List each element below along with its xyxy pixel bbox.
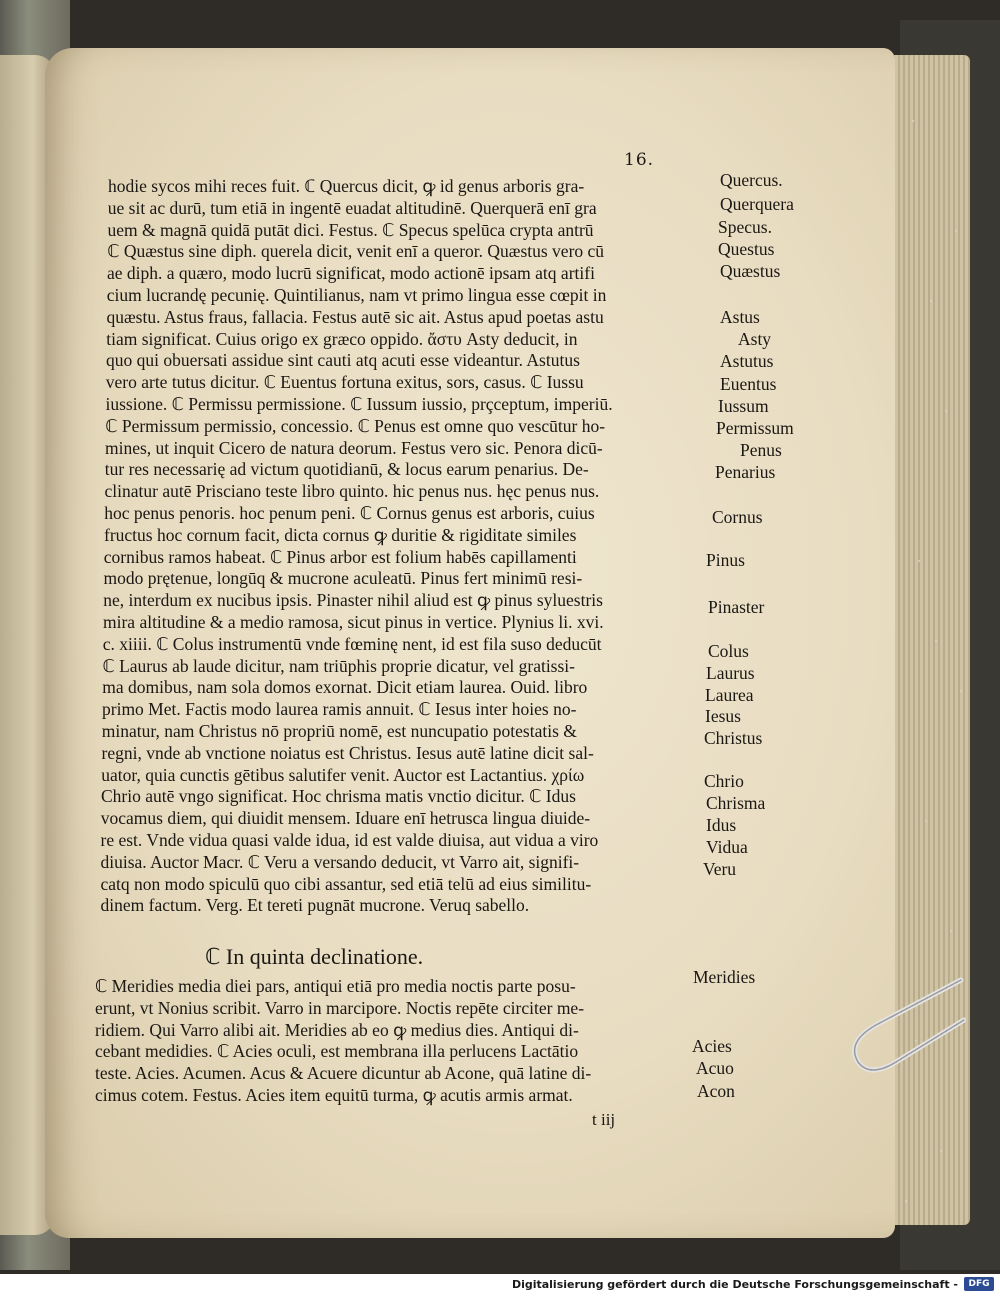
- cover-speck: [915, 1040, 917, 1042]
- text-line: primo Met. Factis modo laurea ramis annuit. ℂ Iesus inter hoies no-: [102, 699, 577, 720]
- text-line: ae diph. a quæro, modo lucrū significat, modo actionē ipsam atq artifi: [107, 263, 595, 284]
- margin-note: Veru: [703, 859, 737, 879]
- margin-note: Iesus: [705, 706, 741, 726]
- text-line: tur res necessarię ad victum quotidianū, & locus earum penarius. De-: [104, 459, 589, 480]
- text-line: dinem factum. Verg. Et tereti pugnāt mucrone. Veruq sabello.: [100, 895, 530, 916]
- text-line: teste. Acies. Acumen. Acus & Acuere dicuntur ab Acone, quā latine di-: [95, 1063, 592, 1084]
- paper-clip-icon: [836, 950, 966, 1080]
- text-line: modo prętenue, longūq & mucrone aculeatū. Pinus fert minimū resi-: [103, 568, 583, 589]
- text-line: cebant medidies. ℂ Acies oculi, est membrana illa perlucens Lactātio: [95, 1041, 579, 1062]
- dfg-logo: DFG: [964, 1277, 994, 1291]
- margin-note: Laurea: [705, 685, 754, 705]
- text-line: cornibus ramos habeat. ℂ Pinus arbor est folium habēs capillamenti: [103, 546, 577, 567]
- margin-note: Penus: [740, 440, 782, 460]
- margin-note: Cornus: [712, 507, 763, 527]
- cover-speck: [905, 1200, 907, 1202]
- margin-note: Permissum: [716, 418, 794, 438]
- text-line: c. xiiii. ℂ Colus instrumentū vnde fœminę nent, id est fila suso deducūt: [102, 633, 602, 654]
- margin-note: Pinaster: [708, 597, 765, 617]
- text-line: catq non modo spiculū quo cibi assantur, sed etiā telū ad eius similitu-: [100, 873, 592, 894]
- text-line: mira altitudine & a medio ramosa, sicut pinus in vertice. Plynius li. xvi.: [103, 612, 604, 632]
- text-line: vero arte tutus dicitur. ℂ Euentus fortuna exitus, sors, casus. ℂ Iussu: [105, 372, 584, 393]
- text-line: ue sit ac durū, tum etiā in ingentē euadat altitudinē. Querquerā enī gra: [107, 197, 597, 218]
- text-line: ℂ Meridies media diei pars, antiqui etiā pro media noctis parte posu-: [95, 976, 576, 996]
- text-line: re est. Vnde vidua quasi valde idua, id est valde diuisa, aut vidua a viro: [100, 830, 599, 850]
- margin-note: Meridies: [693, 967, 756, 987]
- text-line: ridiem. Qui Varro alibi ait. Meridies ab eo ꝙ medius dies. Antiqui di-: [95, 1019, 579, 1040]
- text-line: quo qui obuersati assidue sint cauti atq acuti esse videantur. Astutus: [106, 350, 580, 371]
- text-line: regni, vnde ab vnctione noiatus est Christus. Iesus autē latine dicit sal-: [101, 742, 594, 763]
- margin-note: Colus: [708, 641, 749, 661]
- margin-note: Acuo: [696, 1058, 734, 1078]
- cover-speck: [935, 640, 937, 642]
- margin-note: Christus: [704, 728, 763, 748]
- margin-note: Questus: [718, 239, 775, 259]
- margin-note: Chrio: [704, 771, 744, 791]
- margin-note: Acon: [697, 1081, 735, 1101]
- text-line: quæstu. Astus fraus, fallacia. Festus autē sic ait. Astus apud poetas astu: [106, 306, 604, 327]
- text-line: ℂ Permissum permissio, concessio. ℂ Penus est omne quo vescūtur ho-: [105, 415, 606, 436]
- margin-note: Querquera: [720, 194, 794, 214]
- text-line: uem & magnā quidā putāt dici. Festus. ℂ Specus spelūca crypta antrū: [107, 219, 594, 240]
- text-line: fructus hoc cornum facit, dicta cornus ꝙ duritie & rigiditate similes: [104, 524, 577, 545]
- cover-speck: [955, 230, 957, 232]
- text-line: hoc penus penoris. hoc penum peni. ℂ Cornus genus est arboris, cuius: [104, 503, 595, 523]
- cover-speck: [960, 690, 962, 692]
- text-line: minatur, nam Christus nō propriū nomē, est nuncupatio potestatis &: [101, 721, 577, 741]
- margin-note: Quæstus: [720, 261, 781, 281]
- margin-note: Acies: [692, 1036, 732, 1056]
- text-line: hodie sycos mihi reces fuit. ℂ Quercus dicit, ꝙ id genus arboris gra-: [108, 176, 585, 196]
- text-line: iussione. ℂ Permissu permissione. ℂ Iussum iussio, prçceptum, imperiū.: [105, 394, 613, 414]
- cover-speck: [930, 300, 932, 302]
- margin-note: Specus.: [718, 217, 772, 237]
- text-line: erunt, vt Nonius scribit. Varro in marcipore. Noctis repēte circiter me-: [95, 997, 585, 1018]
- text-line: tiam significat. Cuius origo ex græco oppido. ἄστυ Asty deducit, in: [106, 328, 578, 349]
- text-line: mines, ut inquit Cicero de natura deorum. Festus vero sic. Penora dicū-: [105, 437, 603, 458]
- margin-note: Asty: [738, 329, 772, 349]
- text-line: vocamus diem, qui diuidit mensem. Iduare enī hetrusca lingua diuide-: [100, 808, 591, 829]
- signature-mark: t iij: [592, 1110, 616, 1129]
- text-line: ℂ Laurus ab laude dicitur, nam triūphis proprie dicatur, vel gratissi-: [102, 655, 575, 676]
- margin-note: Laurus: [706, 663, 755, 683]
- cover-speck: [912, 120, 914, 122]
- margin-note: Quercus.: [720, 170, 783, 190]
- cover-speck: [940, 1150, 942, 1152]
- margin-note: Penarius: [715, 462, 776, 482]
- margin-note: Vidua: [706, 837, 748, 857]
- margin-note: Chrisma: [706, 793, 766, 813]
- margin-note: Astus: [720, 307, 760, 327]
- text-line: ℂ Quæstus sine diph. querela dicit, venit enī a queror. Quæstus vero cū: [107, 241, 605, 262]
- text-line: ne, interdum ex nucibus ipsis. Pinaster nihil aliud est ꝙ pinus syluestris: [103, 590, 603, 611]
- text-line: cimus cotem. Festus. Acies item equitū turma, ꝙ acutis armis armat.: [95, 1085, 573, 1105]
- text-line: Chrio autē vngo significat. Hoc chrisma matis vnctio dicitur. ℂ Idus: [101, 786, 576, 807]
- margin-note: Iussum: [718, 396, 769, 416]
- text-line: uator, quia cunctis gētibus salutifer venit. Auctor est Lactantius. χρίω: [101, 764, 585, 785]
- cover-speck: [945, 410, 947, 412]
- text-line: cium lucrandę pecunię. Quintilianus, nam vt primo lingua esse cœpit in: [106, 285, 607, 305]
- text-line: ma domibus, nam sola domos exornat. Dicit etiam laurea. Ouid. libro: [102, 677, 588, 698]
- cover-speck: [950, 930, 952, 932]
- margin-note: Idus: [706, 815, 737, 835]
- margin-note: Pinus: [706, 550, 745, 570]
- text-line: diuisa. Auctor Macr. ℂ Veru a versando deducit, vt Varro ait, signifi-: [100, 851, 580, 872]
- cover-speck: [925, 820, 927, 822]
- section-heading: ℂ In quinta declinatione.: [205, 944, 424, 969]
- cover-speck: [918, 560, 920, 562]
- margin-note: Astutus: [720, 351, 774, 371]
- footer-credit: Digitalisierung gefördert durch die Deutsche Forschungsgemeinschaft -: [511, 1278, 958, 1291]
- text-line: clinatur autē Prisciano teste libro quinto. hic penus nus. hęc penus nus.: [104, 481, 600, 502]
- page-number: 16.: [624, 150, 655, 170]
- margin-note: Euentus: [720, 374, 777, 394]
